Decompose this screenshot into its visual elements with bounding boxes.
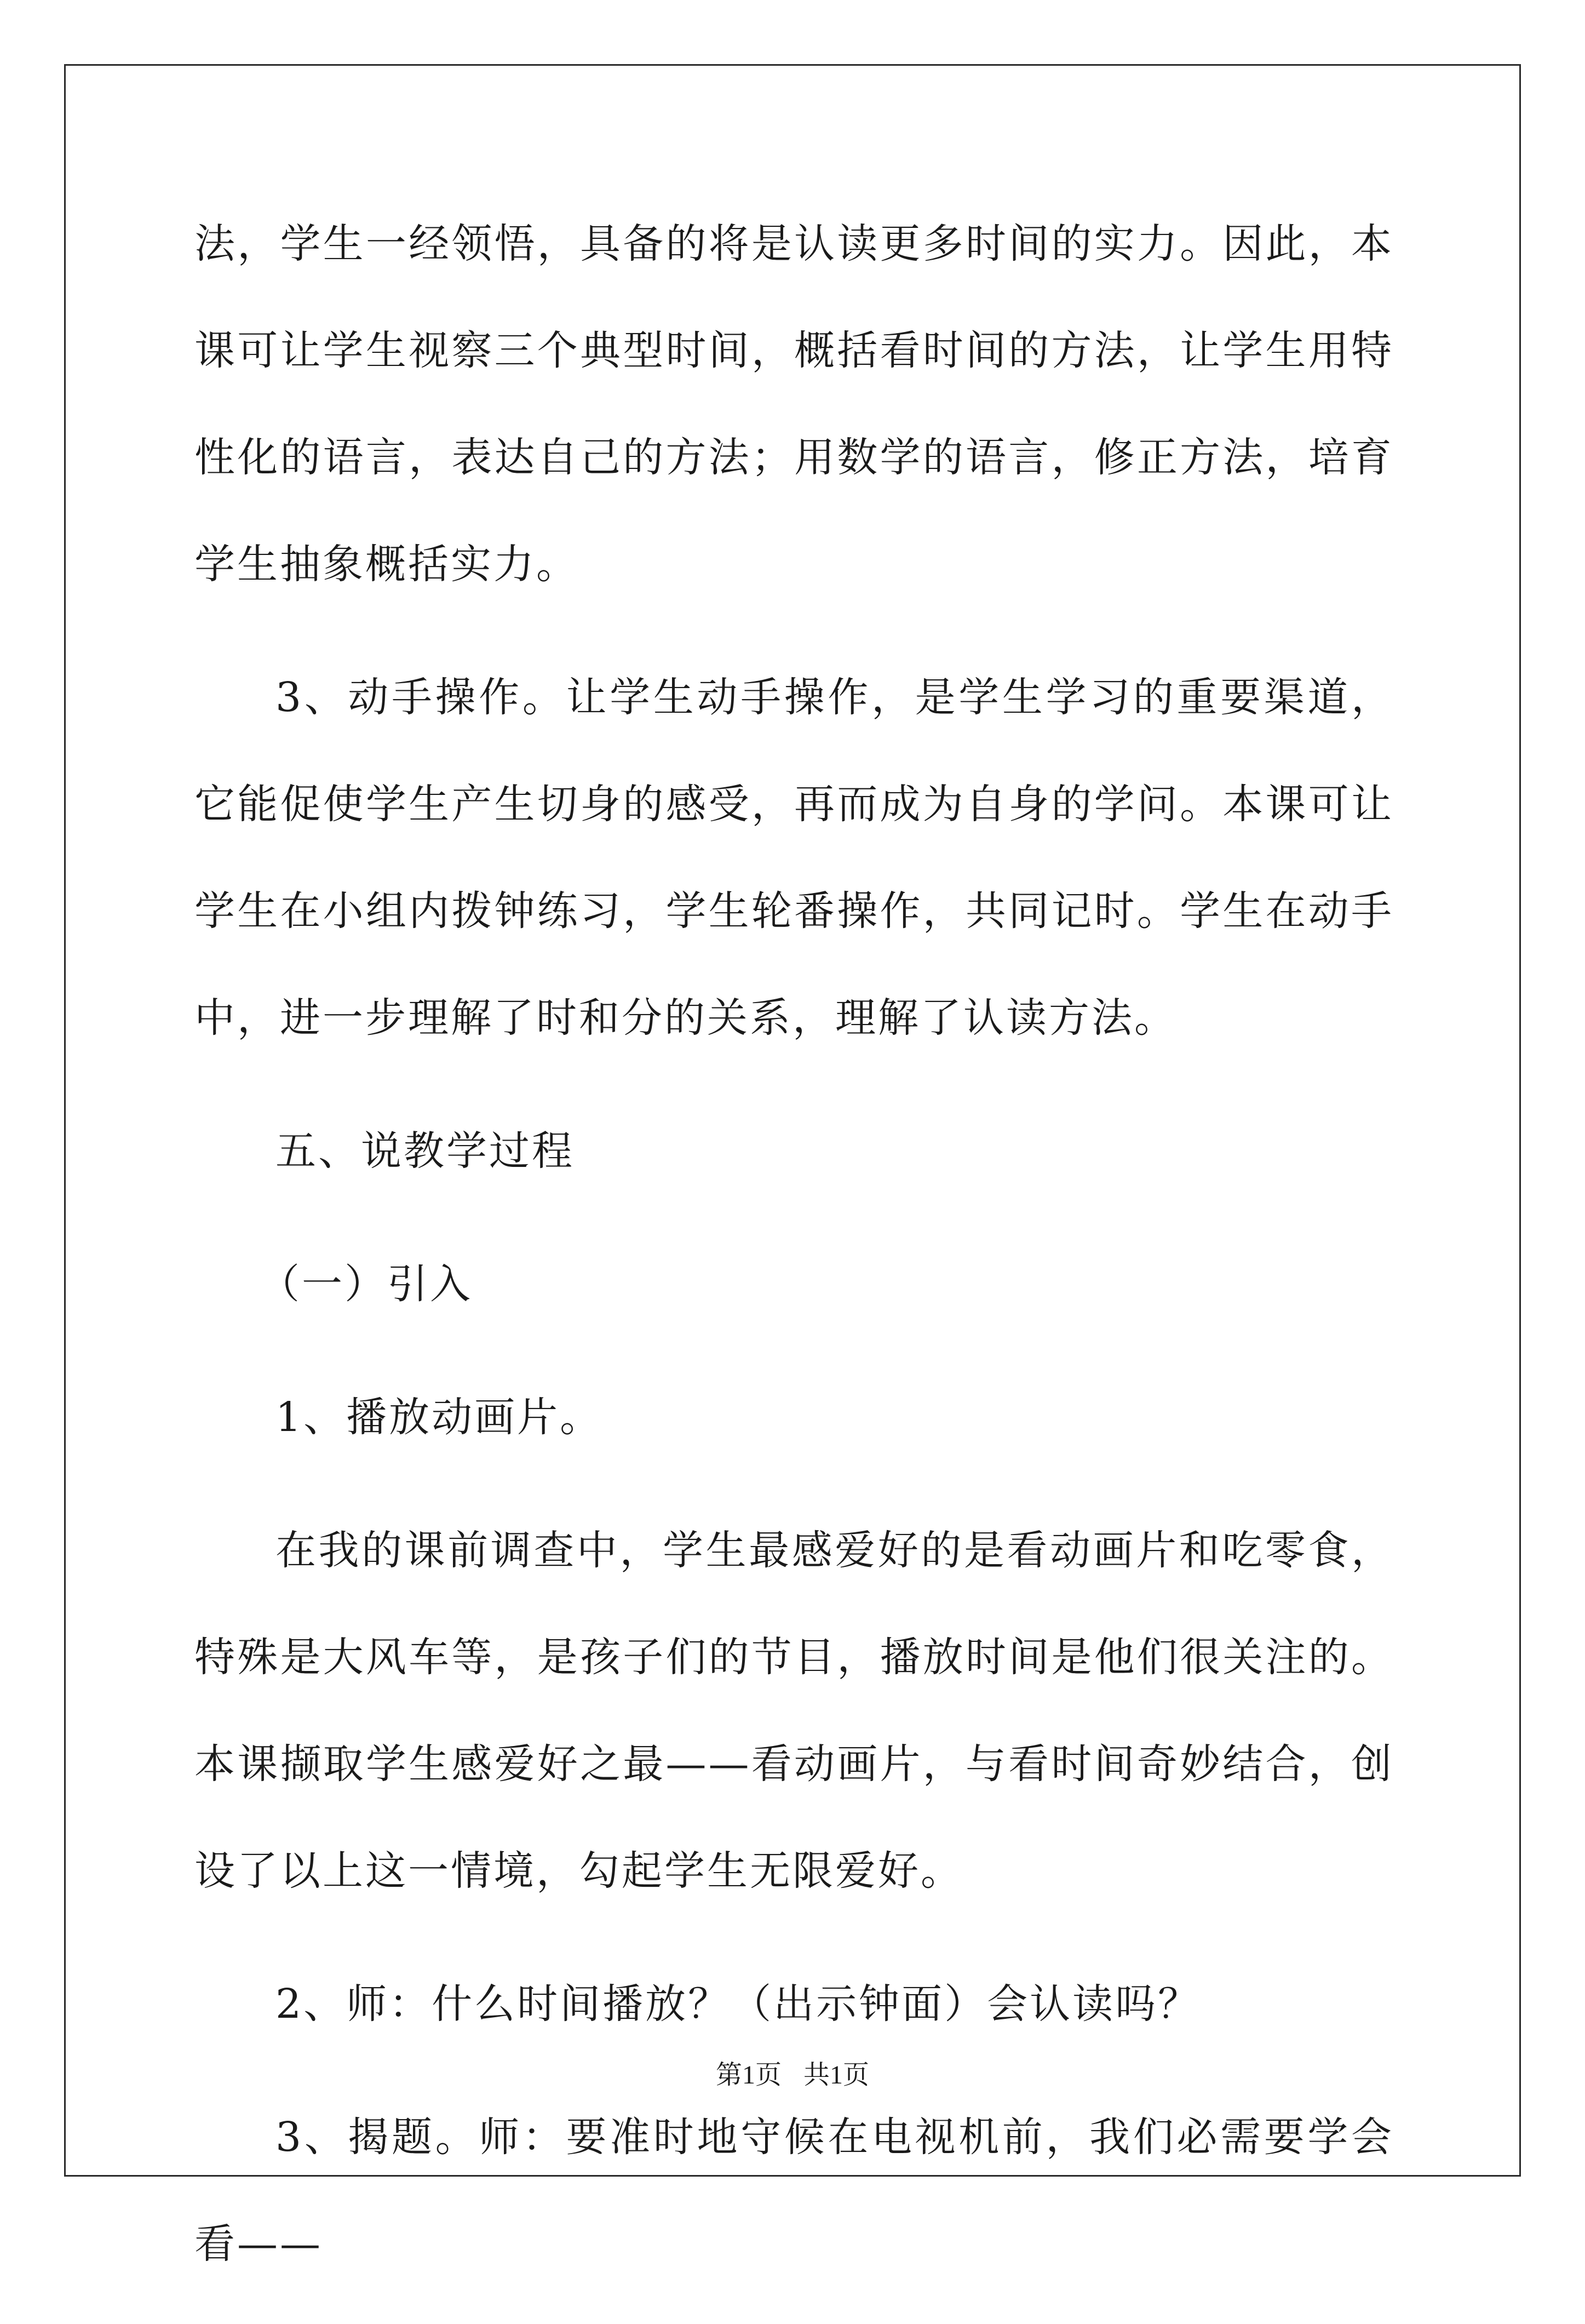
section-heading-teaching-process: 五、说教学过程	[275, 1127, 575, 1175]
paragraph-method-summary: 法，学生一经领悟，具备的将是认读更多时间的实力。因此，本课可让学生视察三个典型时间，概括看时间的方法，让学生用特性化的语言，表达自己的方法；用数学的语言，修正方法，培育学生抽象概括实力。	[194, 220, 1394, 588]
subsection-heading-introduction: （一）引入	[259, 1261, 473, 1308]
page-number: 第1页	[715, 2060, 782, 2090]
page-total: 共1页	[803, 2060, 870, 2090]
paragraph-hands-on-operation: 3、动手操作。让学生动手操作，是学生学习的重要渠道，它能促使学生产生切身的感受，再而成为自身的学问。本课可让学生在小组内拨钟练习，学生轮番操作，共同记时。学生在动手中，进一步理解了时和分的关系，理解了认读方法。	[194, 674, 1394, 1041]
paragraph-teacher-question: 2、师：什么时间播放？（出示钟面）会认读吗？	[275, 1980, 1201, 2028]
paragraph-survey-context: 在我的课前调查中，学生最感爱好的是看动画片和吃零食，特殊是大风车等，是孩子们的节目，播放时间是他们很关注的。本课撷取学生感爱好之最——看动画片，与看时间奇妙结合，创设了以上这一情境，勾起学生无限爱好。	[194, 1527, 1394, 1894]
document-body	[194, 191, 1394, 2324]
paragraph-reveal-topic: 3、揭题。师：要准时地守候在电视机前，我们必需要学会看——	[194, 2114, 1394, 2268]
paragraph-play-cartoon: 1、播放动画片。	[275, 1394, 603, 1441]
page-footer	[0, 2053, 1585, 2091]
